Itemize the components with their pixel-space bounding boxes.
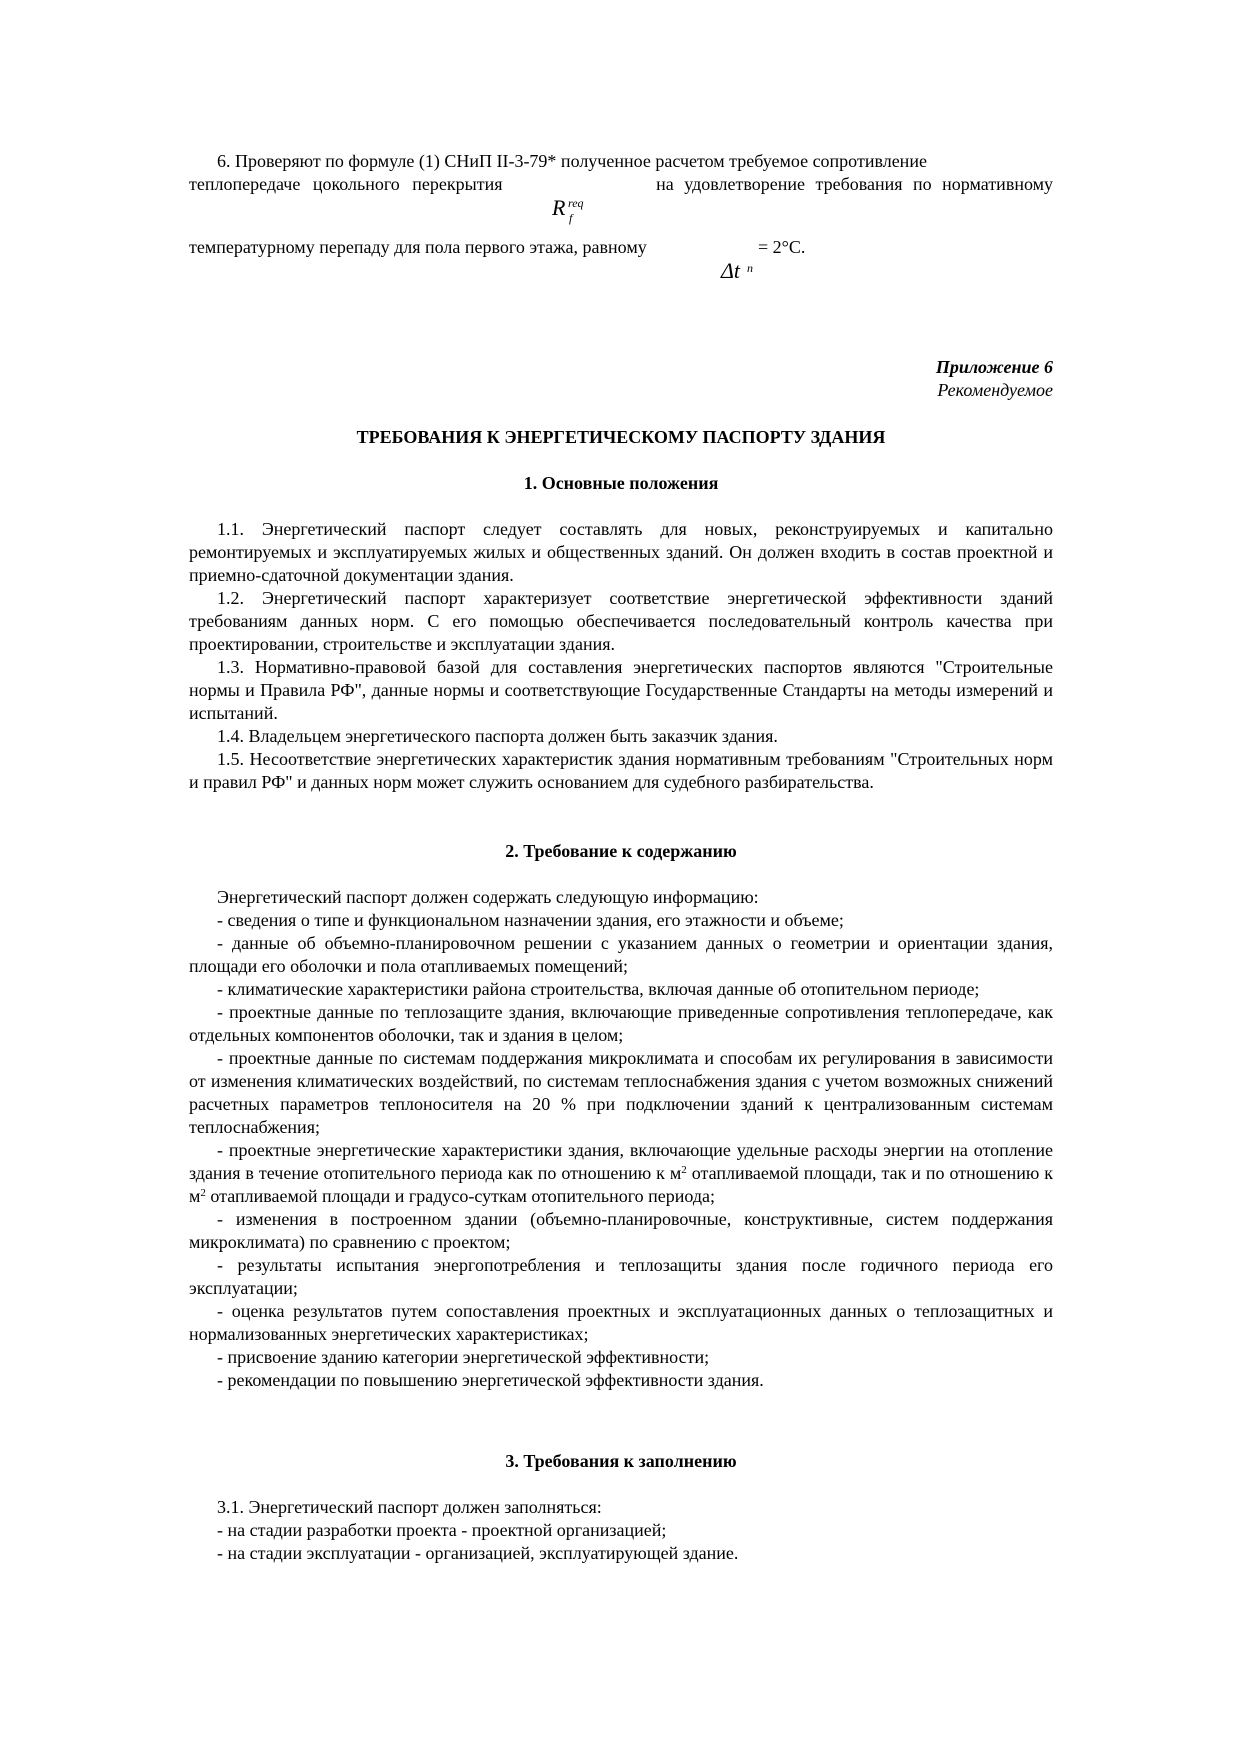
main-title: ТРЕБОВАНИЯ К ЭНЕРГЕТИЧЕСКОМУ ПАСПОРТУ ЗДАНИЯ (356, 427, 886, 447)
formula-delta-t-symbol: Δt (721, 258, 741, 283)
para-3-1: 3.1. Энергетический паспорт должен заполняться: (217, 1497, 602, 1517)
section6-line3 (189, 236, 1053, 259)
appendix-block (189, 356, 1053, 402)
list-item: - на стадии эксплуатации - организацией, эксплуатирующей здание. (217, 1543, 739, 1563)
formula-delta-t-sup: n (747, 261, 753, 275)
section3-heading: 3. Требования к заполнению (505, 1451, 737, 1471)
formula-delta-t-n (721, 259, 761, 289)
list-item: - оценка результатов путем сопоставления проектных и эксплуатационных данных о теплозащитных и нормализованных энергетических характеристиках; (189, 1301, 1053, 1344)
para-1-5: 1.5. Несоответствие энергетических характеристик здания нормативным требованиям "Строительных норм и правил РФ" и данных норм может служить основанием для судебного разбирательства. (189, 749, 1053, 792)
section6-line3-right: = 2°С. (758, 237, 806, 257)
list-item: - присвоение зданию категории энергетической эффективности; (217, 1347, 710, 1367)
section2-body (189, 886, 1053, 1392)
list-item: - данные об объемно-планировочном решении с указанием данных о геометрии и ориентации здания, площади его оболочки и пола отапливаемых помещений; (189, 933, 1053, 976)
section6-line3-left: температурному перепаду для пола первого этажа, равному (189, 237, 647, 257)
list-item: - сведения о типе и функциональном назначении здания, его этажности и объеме; (217, 910, 844, 930)
list-item: - изменения в построенном здании (объемно-планировочные, конструктивные, систем поддержания микроклимата) по сравнению с проектом; (189, 1209, 1053, 1252)
section6-line2-right: на удовлетворение требования по нормативному (656, 174, 1053, 194)
section6-line1: 6. Проверяют по формуле (1) СНиП II-3-79* полученное расчетом требуемое сопротивление (217, 151, 927, 171)
formula-r-sup: req (568, 196, 584, 210)
section2-intro: Энергетический паспорт должен содержать следующую информацию: (217, 887, 759, 907)
appendix-subtitle: Рекомендуемое (937, 380, 1053, 400)
para-1-3: 1.3. Нормативно-правовой базой для составления энергетических паспортов являются "Строительные нормы и Правила РФ", данные нормы и соответствующие Государственные Стандарты на методы измерений и испытаний. (189, 657, 1053, 723)
list-item: - на стадии разработки проекта - проектной организацией; (217, 1520, 667, 1540)
list-item: - проектные данные по системам поддержания микроклимата и способам их регулирования в зависимости от изменения климатических воздействий, по системам теплоснабжения здания с учетом возможных снижений расчетных параметров теплоносителя на 20 % при подключении зданий к централизованным системам теплоснабжения; (189, 1048, 1053, 1137)
section6-line2 (189, 173, 1053, 196)
list-item: - результаты испытания энергопотребления и теплозащиты здания после годичного периода его эксплуатации; (189, 1255, 1053, 1298)
formula-r-symbol: R (552, 195, 566, 220)
superscript: 2 (681, 1164, 687, 1176)
formula-r-sub: f (569, 211, 573, 225)
formula-r-req-f (552, 196, 602, 228)
section6-line2-left: теплопередаче цокольного перекрытия (189, 174, 503, 194)
list-item: - рекомендации по повышению энергетической эффективности здания. (217, 1370, 764, 1390)
list-item: - проектные данные по теплозащите здания, включающие приведенные сопротивления теплопередаче, как отдельных компонентов оболочки, так и здания в целом; (189, 1002, 1053, 1045)
list-item-energy-characteristics (189, 1139, 1053, 1208)
text-fragment: отапливаемой площади и градусо-суткам отопительного периода; (205, 1186, 716, 1206)
para-1-4: 1.4. Владельцем энергетического паспорта должен быть заказчик здания. (217, 726, 778, 746)
section2-heading: 2. Требование к содержанию (505, 841, 737, 861)
section1-body (189, 518, 1053, 794)
appendix-title: Приложение 6 (935, 357, 1053, 377)
section1-heading: 1. Основные положения (523, 473, 719, 493)
text-fragment: - проектные энергетические характеристики здания, включающие удельные расходы энергии на отопление здания в течение отопительного периода как по отношению к м (189, 1140, 1053, 1183)
para-1-1: 1.1. Энергетический паспорт следует составлять для новых, реконструируемых и капитально ремонтируемых и эксплуатируемых жилых и общественных зданий. Он должен входить в состав проектной и приемно-сдаточной документации здания. (189, 519, 1053, 585)
section3-body (189, 1496, 1053, 1565)
superscript: 2 (200, 1187, 206, 1199)
list-item: - климатические характеристики района строительства, включая данные об отопительном периоде; (217, 979, 980, 999)
text-fragment: отапливаемой площади, так и по отношению к м (189, 1163, 1053, 1206)
para-1-2: 1.2. Энергетический паспорт характеризует соответствие энергетической эффективности зданий требованиям данных норм. С его помощью обеспечивается последовательный контроль качества при проектировании, строительстве и эксплуатации здания. (189, 588, 1053, 654)
